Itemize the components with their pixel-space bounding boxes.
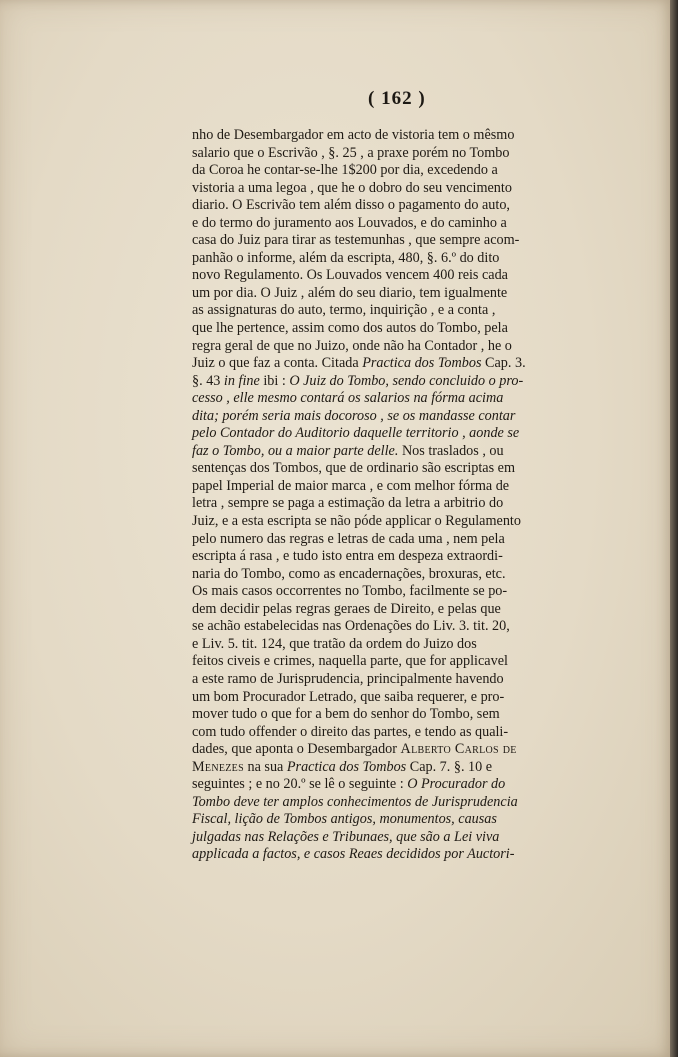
text-line xyxy=(192,601,610,619)
italic-text: Fiscal, lição de Tombos antigos, monumentos, causas xyxy=(192,811,497,828)
text-line xyxy=(192,197,610,215)
text-segment: §. 43 xyxy=(192,372,224,389)
text-segment: ibi : xyxy=(259,372,290,389)
text-segment: que lhe pertence, assim como dos autos do Tombo, pela xyxy=(192,320,508,337)
italic-text: Practica dos Tombos xyxy=(362,355,482,372)
text-line xyxy=(192,285,610,303)
text-line xyxy=(192,794,610,812)
text-line xyxy=(192,531,610,549)
text-line xyxy=(192,145,610,163)
text-segment: Cap. 3. xyxy=(481,355,526,372)
text-line xyxy=(192,478,610,496)
text-line xyxy=(192,829,610,847)
text-line xyxy=(192,566,610,584)
italic-text: dita; porém seria mais docoroso , se os mandasse contar xyxy=(192,407,516,424)
text-line xyxy=(192,724,610,742)
text-segment: papel Imperial de maior marca , e com melhor fórma de xyxy=(192,477,510,494)
italic-text: julgadas nas Relações e Tribunaes, que são a Lei viva xyxy=(192,828,500,845)
body-text xyxy=(192,127,610,864)
text-segment: as assignaturas do auto, termo, inquirição , e a conta , xyxy=(192,302,496,319)
text-line xyxy=(192,232,610,250)
text-line xyxy=(192,390,610,408)
text-segment: salario que o Escrivão , §. 25 , a praxe porém no Tombo xyxy=(192,144,510,161)
text-line xyxy=(192,215,610,233)
text-segment: dem decidir pelas regras geraes de Direito, e pelas que xyxy=(192,600,501,617)
text-segment: um bom Procurador Letrado, que saiba requerer, e pro- xyxy=(192,688,505,705)
text-line xyxy=(192,425,610,443)
text-line xyxy=(192,548,610,566)
text-line xyxy=(192,302,610,320)
text-line xyxy=(192,741,610,759)
italic-text: cesso , elle mesmo contará os salarios na fórma acima xyxy=(192,390,504,407)
text-line xyxy=(192,338,610,356)
text-segment: seguintes ; e no 20.º se lê o seguinte : xyxy=(192,776,408,793)
page-edge xyxy=(670,0,678,1057)
text-segment: e Liv. 5. tit. 124, que tratão da ordem do Juizo dos xyxy=(192,635,477,652)
text-line xyxy=(192,355,610,373)
text-line xyxy=(192,495,610,513)
text-line xyxy=(192,759,610,777)
text-segment: Cap. 7. §. 10 e xyxy=(406,758,493,775)
smallcaps-text: Menezes xyxy=(192,758,244,775)
text-line xyxy=(192,180,610,198)
text-line xyxy=(192,846,610,864)
text-line xyxy=(192,671,610,689)
text-segment: na sua xyxy=(243,758,287,775)
text-line xyxy=(192,776,610,794)
page-number: ( 162 ) xyxy=(368,88,426,109)
text-segment: da Coroa he contar-se-lhe 1$200 por dia, excedendo a xyxy=(192,162,498,179)
text-line xyxy=(192,250,610,268)
text-segment: Juiz, e a esta escripta se não póde applicar o Regulamento xyxy=(192,513,521,530)
text-line xyxy=(192,618,610,636)
text-line xyxy=(192,443,610,461)
text-segment: naria do Tombo, como as encadernações, broxuras, etc. xyxy=(192,565,506,582)
text-line xyxy=(192,636,610,654)
text-segment: sentenças dos Tombos, que de ordinario são escriptas em xyxy=(192,460,516,477)
text-line xyxy=(192,653,610,671)
italic-text: in fine xyxy=(223,372,260,389)
text-line xyxy=(192,811,610,829)
text-segment: vistoria a uma legoa , que he o dobro do seu vencimento xyxy=(192,179,512,196)
text-segment: novo Regulamento. Os Louvados vencem 400 reis cada xyxy=(192,267,508,284)
text-segment: mover tudo o que for a bem do senhor do Tombo, sem xyxy=(192,706,500,723)
italic-text: Tombo deve ter amplos conhecimentos de Jurisprudencia xyxy=(192,793,518,810)
text-segment: dades, que aponta o Desembargador xyxy=(192,741,401,758)
text-segment: Os mais casos occorrentes no Tombo, facilmente se po- xyxy=(192,583,508,600)
text-line xyxy=(192,513,610,531)
text-segment: panhão o informe, além da escripta, 480, §. 6.º do dito xyxy=(192,249,500,266)
text-segment: nho de Desembargador em acto de vistoria tem o mêsmo xyxy=(192,127,515,143)
text-segment: casa do Juiz para tirar as testemunhas , que sempre acom- xyxy=(192,232,520,249)
italic-text: Practica dos Tombos xyxy=(286,758,407,775)
italic-text: faz o Tombo, ou a maior parte delle. xyxy=(192,442,399,459)
text-line xyxy=(192,583,610,601)
text-segment: escripta á rasa , e tudo isto entra em despeza extraordi- xyxy=(192,548,503,565)
italic-text: applicada a factos, e casos Reaes decididos por Auctori- xyxy=(192,846,515,863)
text-line xyxy=(192,127,610,145)
text-line xyxy=(192,267,610,285)
italic-text: O Procurador do xyxy=(407,776,506,793)
text-line xyxy=(192,689,610,707)
italic-text: O Juiz do Tombo, sendo concluido o pro- xyxy=(289,372,524,389)
text-line xyxy=(192,460,610,478)
text-line xyxy=(192,320,610,338)
text-segment: e do termo do juramento aos Louvados, e do caminho a xyxy=(192,214,507,231)
text-segment: um por dia. O Juiz , além do seu diario, tem igualmente xyxy=(192,284,508,301)
text-segment: diario. O Escrivão tem além disso o pagamento do auto, xyxy=(192,197,510,214)
text-segment: a este ramo de Jurisprudencia, principalmente havendo xyxy=(192,670,504,687)
text-line xyxy=(192,408,610,426)
text-segment: feitos civeis e crimes, naquella parte, que for applicavel xyxy=(192,653,508,670)
text-segment: se achão estabelecidas nas Ordenações do Liv. 3. tit. 20, xyxy=(192,618,510,635)
text-line xyxy=(192,162,610,180)
italic-text: pelo Contador do Auditorio daquelle territorio , aonde se xyxy=(192,425,520,442)
smallcaps-text: Alberto Carlos de xyxy=(400,741,517,758)
text-line xyxy=(192,373,610,391)
text-segment: pelo numero das regras e letras de cada uma , nem pela xyxy=(192,530,505,547)
text-segment: com tudo offender o direito das partes, e tendo as quali- xyxy=(192,723,509,740)
text-segment: Juiz o que faz a conta. Citada xyxy=(192,355,363,372)
text-line xyxy=(192,706,610,724)
text-segment: Nos traslados , ou xyxy=(398,442,504,459)
text-segment: regra geral de que no Juizo, onde não ha Contador , he o xyxy=(192,337,512,354)
text-segment: letra , sempre se paga a estimação da letra a arbitrio do xyxy=(192,495,504,512)
